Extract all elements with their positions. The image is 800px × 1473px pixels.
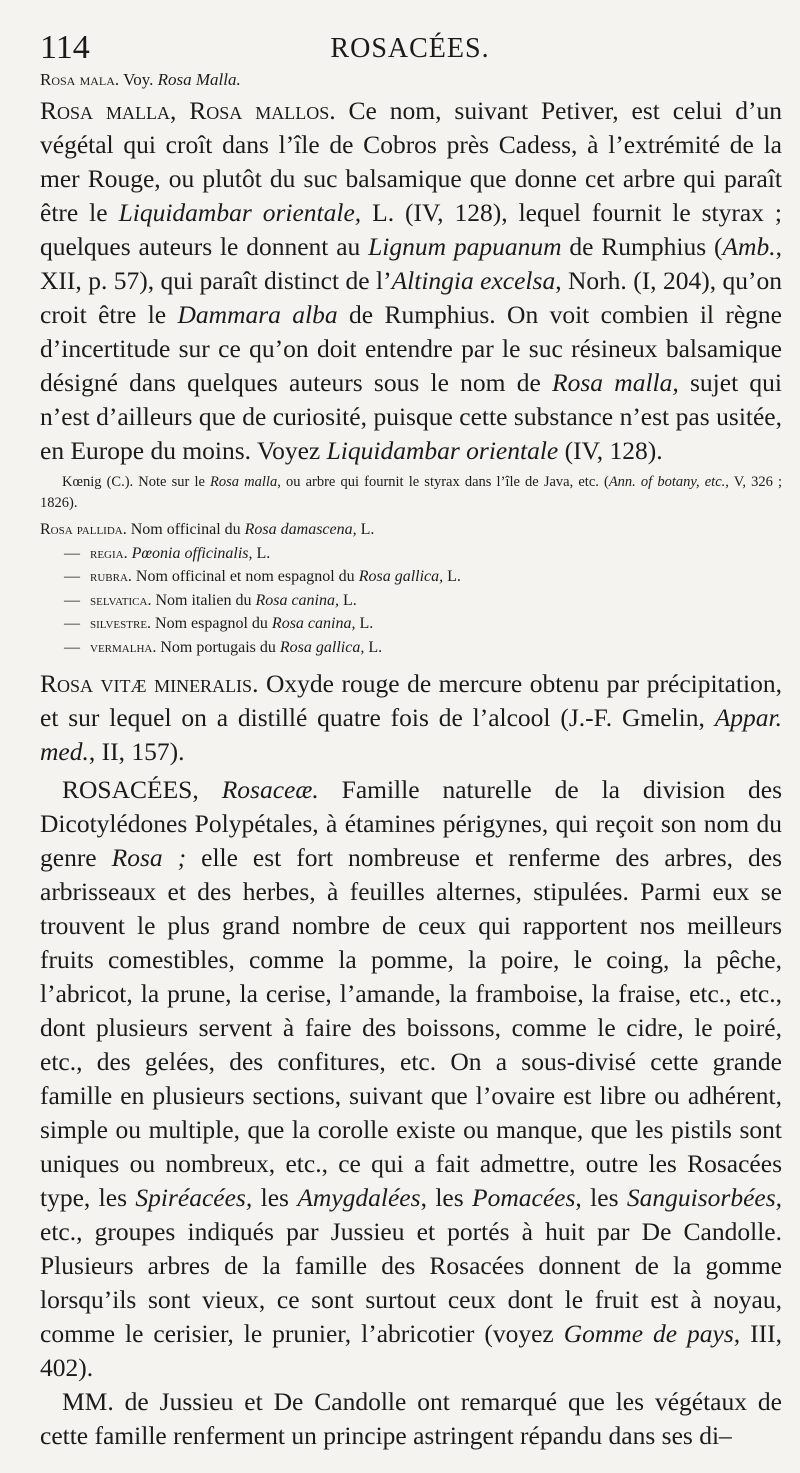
entry-headword: Rosa malla, Rosa mallos.	[40, 96, 336, 125]
entry-text: , les	[575, 1183, 627, 1212]
italic-term: Rosa gallica,	[358, 568, 444, 585]
list-prefix: —	[64, 615, 80, 632]
italic-term: Ann. of botany, etc.	[608, 474, 726, 490]
list-item	[40, 612, 782, 636]
italic-term: Rosa damascena,	[244, 521, 357, 538]
list-item	[40, 565, 782, 589]
variety-name: vermalha.	[90, 638, 157, 656]
list-text: Nom espagnol du	[151, 615, 272, 632]
list-prefix: Rosa	[40, 521, 73, 538]
entry-text: Oxyde rouge de mercure obtenu par précipitation, et sur lequel on a distillé quatre fois de l’alcool (J.-F. Gmelin,	[40, 669, 783, 732]
list-item	[40, 542, 782, 566]
list-prefix: —	[64, 638, 80, 656]
paragraph-mm-jussieu: MM. de Jussieu et De Candolle ont remarqué que les végétaux de cette famille renferment un principe astringent répandu dans ses di–	[40, 1387, 782, 1450]
cross-reference: Rosa Malla.	[157, 70, 241, 89]
italic-term: Pœonia officinalis,	[131, 544, 253, 562]
entry-headword: Rosa vitæ mineralis.	[40, 669, 259, 698]
entry-text: , XII, p. 57), qui paraît distinct de l’	[40, 232, 782, 295]
entry-text: Ce nom, suivant Petiver, est celui d’un végétal qui croît dans l’île de Cobros près Cadess, à l’extrémité de la mer Rouge, ou plutôt du suc balsamique que donne cet arbre qui paraît être le	[40, 96, 783, 227]
entry-rosa-malla	[40, 94, 782, 468]
italic-term: Sanguisorbées,	[626, 1183, 783, 1212]
variety-list	[40, 518, 782, 659]
page-header	[40, 30, 780, 66]
italic-term: Rosa malla	[210, 474, 278, 490]
italic-term: Liquidambar orientale	[326, 436, 559, 465]
list-text: L.	[364, 638, 383, 656]
note-text: , ou arbre qui fournit le styrax dans l’île de Java, etc. (	[277, 474, 609, 490]
variety-name: silvestre.	[90, 615, 152, 632]
italic-term: Lignum papuanum	[368, 232, 562, 261]
entry-text: de Rumphius. On voit combien il règne d’incertitude sur ce qu’on doit entendre par le suc résineux balsamique désigné dans quelques auteurs sous le nom de	[40, 300, 782, 397]
bibliographic-note	[40, 472, 782, 514]
list-text: L.	[443, 568, 461, 585]
note-text: Kœnig (C.). Note sur le	[62, 474, 211, 490]
italic-term: Appar. med.	[40, 703, 782, 766]
italic-term: Rosa canina,	[255, 591, 339, 609]
entry-text: III, 402).	[40, 1319, 782, 1382]
entry-rosacees	[40, 773, 782, 1385]
running-title: ROSACÉES.	[330, 33, 490, 64]
page-number: 114	[40, 29, 90, 66]
list-prefix: —	[64, 544, 80, 562]
variety-name: pallida.	[76, 521, 127, 538]
italic-term: Gomme de pays,	[563, 1319, 741, 1348]
italic-term: Amygdalées	[297, 1183, 421, 1212]
note-text: , V, 326 ; 1826).	[40, 474, 783, 511]
italic-term: Rosa ;	[111, 843, 187, 872]
list-text: L.	[339, 591, 357, 609]
entry-text: L. (IV, 128), lequel fournit le styrax ; quelques auteurs le donnent au	[40, 198, 782, 261]
entry-text: les	[252, 1183, 298, 1212]
entry-text: , les	[420, 1183, 473, 1212]
entry-text: , Norh. (I, 204), qu’on croit être le	[40, 266, 783, 329]
entry-headword: ROSACÉES,	[62, 775, 199, 804]
list-item	[40, 589, 782, 613]
list-prefix: —	[64, 591, 80, 609]
entry-text: elle est fort nombreuse et renferme des arbres, des arbrisseaux et des herbes, à feuilles alternes, stipulées. Parmi eux se trouvent le plus grand nombre de ceux qui rapportent nos meilleurs fruits comestibles, comme la pomme, la poire, le coing, la pêche, l’abricot, la prune, la cerise, l’amande, la framboise, la fraise, etc., etc., dont plusieurs servent à faire des boissons, comme le cidre, le poiré, etc., des gelées, des confitures, etc. On a sous-divisé cette grande famille en plusieurs sections, suivant que l’ovaire est libre ou adhérent, simple ou multiple, que la corolle existe ou manque, que les pistils sont uniques ou nombreux, etc., ce qui a fait admettre, outre les Rosacées type, les	[40, 843, 782, 1212]
italic-term: Altingia excelsa	[391, 266, 556, 295]
list-text: L.	[355, 615, 374, 632]
list-text: L.	[252, 544, 271, 562]
italic-term: Pomacées	[472, 1183, 576, 1212]
italic-term: Dammara alba	[177, 300, 338, 329]
entry-text: etc., groupes indiqués par Jussieu et portés à huit par De Candolle. Plusieurs arbres de la famille des Rosacées donnent de la gomme lorsqu’ils sont vieux, ce sont surtout ceux dont le fruit est à noyau, comme le cerisier, le prunier, l’abricotier (voyez	[40, 1217, 782, 1348]
list-text: Nom officinal du	[126, 521, 245, 538]
entry-headword: Rosa mala.	[40, 70, 120, 89]
entry-text: (IV, 128).	[558, 436, 663, 465]
page-body	[40, 68, 782, 1453]
entry-rosa-mala	[40, 68, 782, 92]
italic-term: Liquidambar orientale,	[118, 198, 362, 227]
list-prefix: —	[64, 568, 80, 585]
list-text: Nom officinal et nom espagnol du	[131, 568, 359, 585]
entry-rosa-vitae-mineralis	[40, 667, 782, 769]
list-text: Nom portugais du	[156, 638, 280, 656]
list-text: L.	[356, 521, 375, 538]
italic-term: Rosa malla,	[552, 368, 679, 397]
list-text: Nom italien du	[151, 591, 256, 609]
italic-term: Rosaceæ.	[221, 775, 319, 804]
entry-text: , II, 157).	[88, 737, 185, 766]
list-item	[40, 636, 782, 660]
italic-term: Rosa canina,	[271, 615, 356, 632]
italic-term: Amb.	[722, 232, 776, 261]
variety-name: rubra.	[90, 568, 132, 585]
list-item	[40, 518, 782, 542]
entry-text: de Rumphius (	[561, 232, 723, 261]
entry-text: Voy.	[119, 70, 158, 89]
entry-text: Famille naturelle de la division des Dicotylédones Polypétales, à étamines périgynes, qui reçoit son nom du genre	[40, 775, 783, 872]
italic-term: Spiréacées,	[135, 1183, 253, 1212]
variety-name: selvatica.	[90, 591, 152, 609]
variety-name: regia.	[90, 544, 128, 562]
entry-text: sujet qui n’est d’ailleurs que de curiosité, puisque cette substance n’est pas usitée, en Europe du moins. Voyez	[40, 368, 783, 465]
italic-term: Rosa gallica,	[279, 638, 365, 656]
